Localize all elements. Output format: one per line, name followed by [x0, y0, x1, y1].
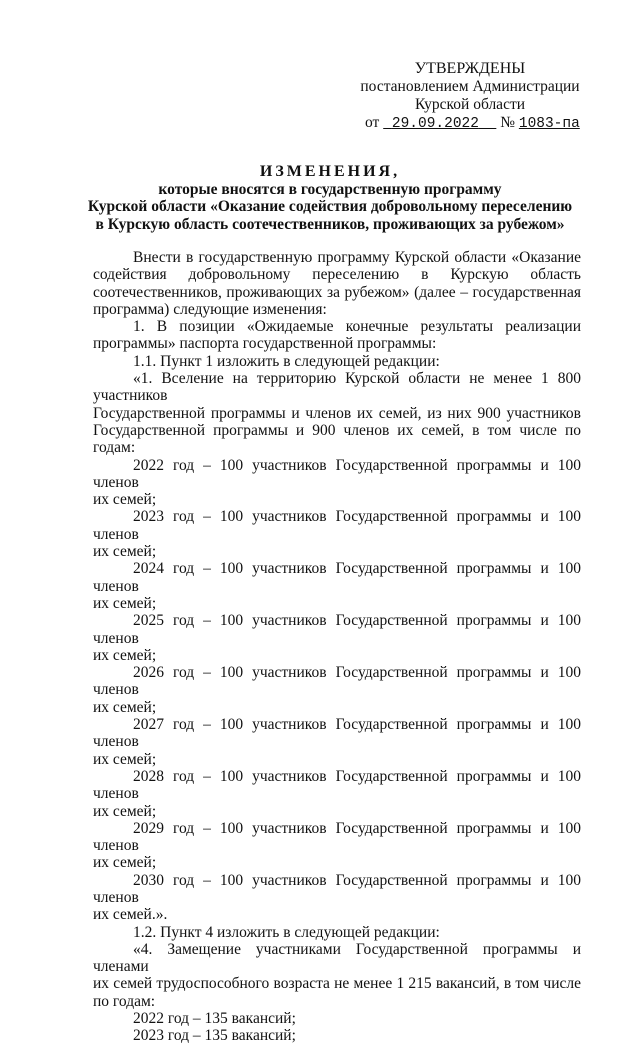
vacancy-line: 2022 год – 135 вакансий; — [133, 1010, 296, 1028]
year-line: 2029 год – 100 участников Государственной программы и 100 членов — [93, 819, 581, 855]
year-line: 2030 год – 100 участников Государственной программы и 100 членов — [93, 871, 581, 906]
year-line-tail: их семей; — [93, 491, 157, 509]
vacancy-line: 2023 год – 135 вакансий; — [133, 1027, 296, 1045]
year-line: 2024 год – 100 участников Государственной программы и 100 членов — [93, 560, 581, 595]
approval-line: Курской области — [414, 96, 526, 113]
year-line-tail: их семей; — [93, 646, 157, 664]
year-line: 2022 год – 100 участников Государственной программы и 100 членов — [93, 456, 581, 491]
year-line-tail: их семей; — [93, 854, 157, 872]
date-prefix: от — [365, 114, 380, 131]
year-line-tail: их семей.». — [93, 906, 168, 924]
heading-title: ИЗМЕНЕНИЯ, — [259, 163, 401, 180]
body-line: по годам: — [93, 992, 156, 1010]
body-line: «4. Замещение участниками Государственной программы и членами — [93, 940, 581, 976]
heading-line: Курской области «Оказание содействия добровольному переселению — [87, 198, 573, 215]
body-line: содействия добровольному переселению в Курскую область — [93, 266, 581, 284]
heading-line: которые вносятся в государственную программу — [158, 180, 502, 198]
year-line: 2025 год – 100 участников Государственной программы и 100 членов — [93, 612, 581, 647]
body-line: «1. Вселение на территорию Курской области не менее 1 800 участников — [93, 370, 581, 405]
year-line: 2028 год – 100 участников Государственной программы и 100 членов — [93, 767, 581, 803]
body-line: их семей трудоспособного возраста не менее 1 215 вакансий, в том числе — [93, 975, 581, 993]
body-line: программа) следующие изменения: — [93, 300, 327, 318]
body-line: Государственной программы и членов их семей, из них 900 участников — [93, 404, 581, 422]
approval-line: постановлением Администрации — [360, 78, 580, 95]
approval-title: УТВЕРЖДЕНЫ — [414, 60, 526, 77]
body-line: программы» паспорта государственной программы: — [93, 335, 437, 353]
body-line: 1.2. Пункт 4 изложить в следующей редакции: — [133, 923, 440, 941]
year-line-tail: их семей; — [93, 543, 157, 561]
approval-number: 1083-па — [518, 116, 580, 132]
year-line-tail: их семей; — [93, 750, 157, 768]
document-body — [93, 249, 581, 1045]
document-heading — [80, 163, 580, 233]
body-line: Государственной программы и 900 членов их семей, в том числе по годам: — [93, 421, 581, 457]
body-line: соотечественников, проживающих за рубежом» (далее – государственная — [93, 283, 581, 301]
year-line-tail: их семей; — [93, 594, 157, 612]
year-line: 2023 год – 100 участников Государственной программы и 100 членов — [93, 508, 581, 543]
body-line: 1. В позиции «Ожидаемые конечные результаты реализации — [133, 318, 581, 336]
approval-date-line — [350, 114, 590, 133]
year-line: 2027 год – 100 участников Государственной программы и 100 членов — [93, 716, 581, 751]
approval-stamp-block — [350, 60, 590, 133]
body-line: Внести в государственную программу Курской области «Оказание — [133, 249, 581, 266]
year-line-tail: их семей; — [93, 698, 157, 716]
year-line-tail: их семей; — [93, 802, 157, 820]
body-line: 1.1. Пункт 1 изложить в следующей редакции: — [133, 352, 440, 370]
approval-date: 29.09.2022 — [391, 116, 479, 132]
number-prefix: № — [500, 114, 515, 131]
year-line: 2026 год – 100 участников Государственной программы и 100 членов — [93, 664, 581, 699]
heading-line: в Курскую область соотечественников, проживающих за рубежом» — [95, 215, 565, 233]
